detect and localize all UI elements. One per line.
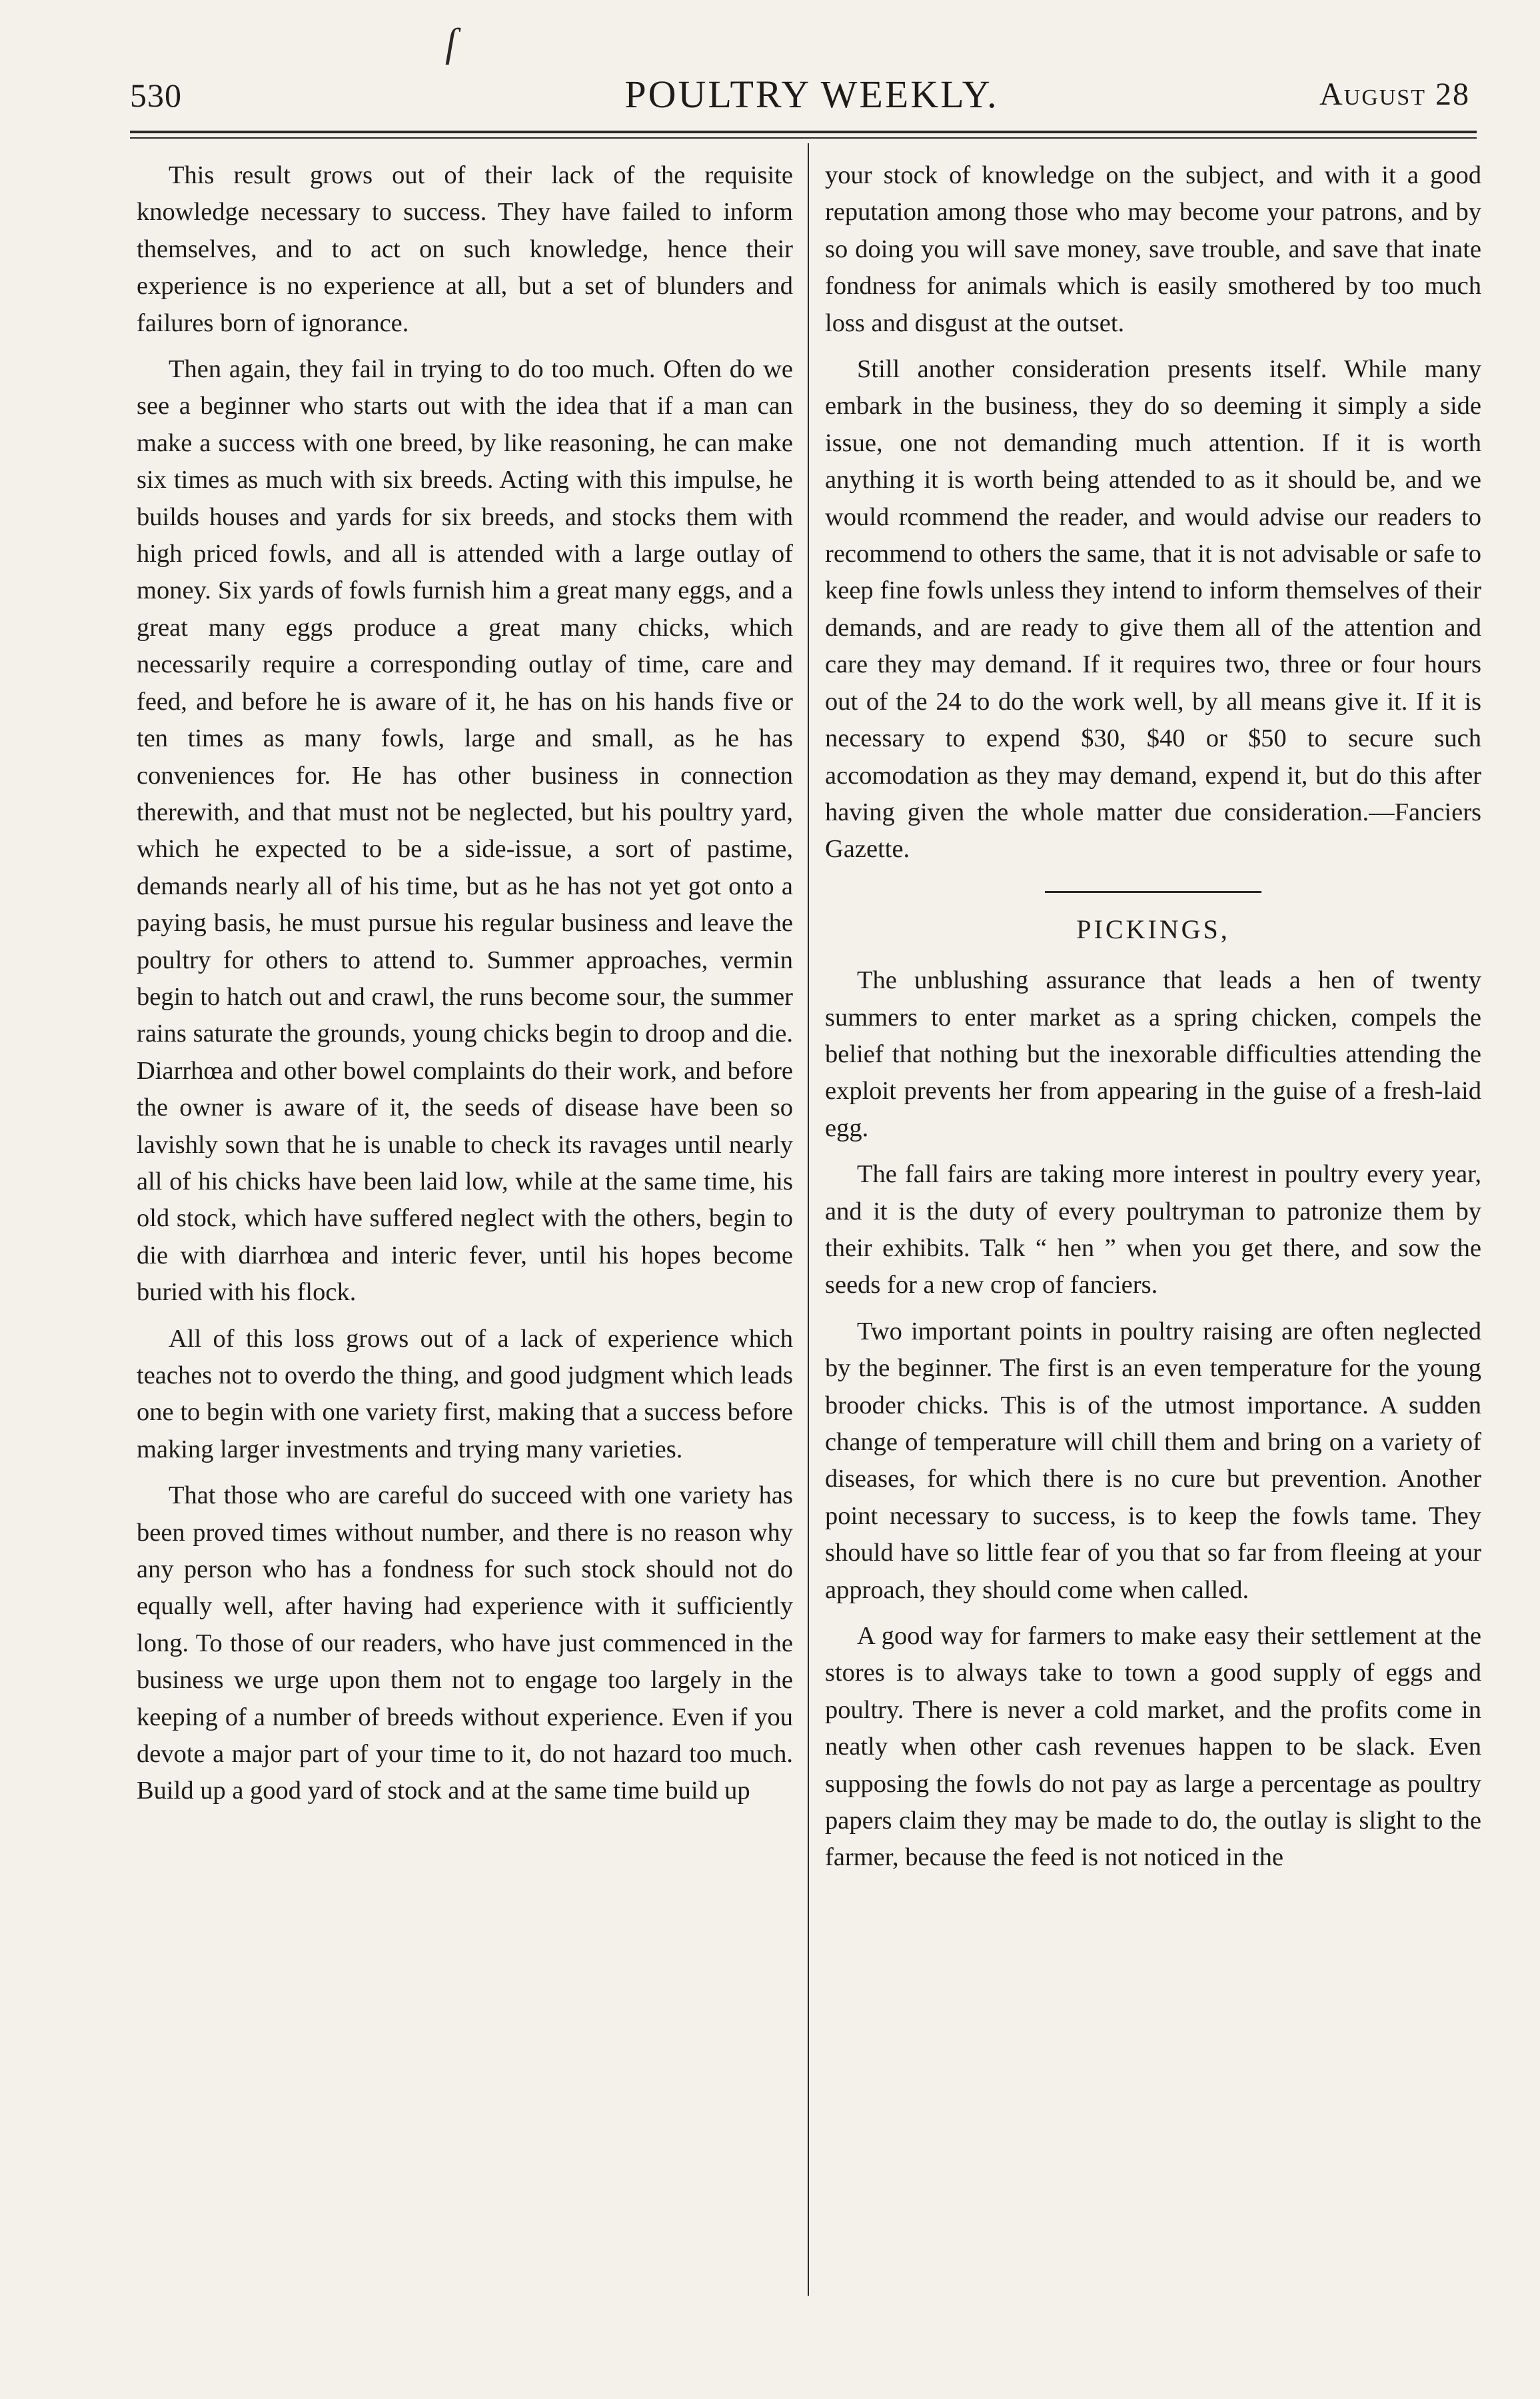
paragraph: Then again, they fail in trying to do too much. Often do we see a beginner who starts out with the idea that if a man can make a success with one breed, by like reasoning, he can make six times as much with six breeds. Acting with this impulse, he builds houses and yards for six breeds, and stocks them with high priced fowls, and all is attended with a large outlay of money. Six yards of fowls furnish him a great many eggs, and a great many eggs produce a great many chicks, which necessarily require a corresponding outlay of time, care and feed, and before he is aware of it, he has on his hands five or ten times as many fowls, large and small, as he has conveniences for. He has other business in connection therewith, and that must not be neglected, but his poultry yard, which he expected to be a side-issue, a sort of pastime, demands nearly all of his time, but as he has not yet got onto a paying basis, he must pursue his regular business and leave the poultry for others to attend to. Summer approaches, vermin begin to hatch out and crawl, the runs become sour, the summer rains saturate the grounds, young chicks begin to droop and die. Diarrhœa and other bowel complaints do their work, and before the owner is aware of it, the seeds of disease have been so lavishly sown that he is unable to check its ravages until nearly all of his chicks have been laid low, while at the same time, his old stock, which have suffered neglect with the others, begin to die with diarrhœa and interic fever, until his hopes become buried with his flock. [137, 355, 793, 1307]
right-column [825, 157, 1481, 1886]
running-header [130, 72, 1493, 125]
paragraph: This result grows out of their lack of the requisite knowledge necessary to success. They have failed to inform themselves, and to act on such knowledge, hence their experience is no experience at all, but a set of blunders and failures born of ignorance. [137, 161, 793, 337]
paragraph: Still another consideration presents itself. While many embark in the business, they do so deeming it simply a side issue, one not demanding much attention. If it is worth anything it is worth being attended to as it should be, and we would rcommend the reader, and would advise our readers to recommend to others the same, that it is not advisable or safe to keep fine fowls unless they intend to inform themselves of their demands, and are ready to give them all of the attention and care they may demand. If it requires two, three or four hours out of the 24 to do the work well, by all means give it. If it is necessary to expend $30, $40 or $50 to secure such accomodation as they may demand, expend it, but do this after having given the whole matter due consideration.—Fanciers Gazette. [825, 355, 1481, 864]
paragraph: The unblushing assurance that leads a hen of twenty summers to enter market as a spring chicken, compels the belief that nothing but the inexorable difficulties attending the exploit prevents her from appearing in the guise of a fresh-laid egg. [825, 966, 1481, 1142]
page-number: 530 [130, 77, 182, 114]
header-rule-thick [130, 131, 1477, 133]
publication-title: POULTRY WEEKLY. [624, 73, 999, 116]
section-heading: PICKINGS, [825, 891, 1481, 948]
issue-date: August 28 [1319, 77, 1470, 112]
paragraph: Two important points in poultry raising are often neglected by the beginner. The first is an even temperature for the young brooder chicks. This is of the utmost importance. A sudden change of temperature will chill them and bring on a variety of diseases, for which there is no cure but prevention. Another point necessary to success, is to keep the fowls tame. They should have so little fear of you that so far from fleeing at your approach, they should come when called. [825, 1317, 1481, 1604]
left-column [137, 157, 793, 1819]
paragraph: All of this loss grows out of a lack of experience which teaches not to overdo the thing, and good judgment which leads one to begin with one variety first, making that a success before making larger investments and trying many varieties. [137, 1324, 793, 1463]
paragraph: The fall fairs are taking more interest in poultry every year, and it is the duty of every poultryman to patronize them by their exhibits. Talk “ hen ” when you get there, and sow the seeds for a new crop of fanciers. [825, 1160, 1481, 1299]
header-rule-thin [130, 137, 1477, 139]
paragraph: That those who are careful do succeed with one variety has been proved times without number, and there is no reason why any person who has a fondness for such stock should not do equally well, after having had experience with it sufficiently long. To those of our readers, who have just commenced in the business we urge upon them not to engage too largely in the keeping of a number of breeds without experience. Even if you devote a major part of your time to it, do not hazard too much. Build up a good yard of stock and at the same time build up [137, 1481, 793, 1805]
column-divider [808, 143, 809, 2296]
paragraph: A good way for farmers to make easy their settlement at the stores is to always take to town a good supply of eggs and poultry. There is never a cold market, and the profits come in neatly when other cash revenues happen to be slack. Even supposing the fowls do not pay as large a percentage as poultry papers claim they may be made to do, the outlay is slight to the farmer, because the feed is not noticed in the [825, 1622, 1481, 1872]
paragraph: your stock of knowledge on the subject, and with it a good reputation among those who may become your patrons, and by so doing you will save money, save trouble, and save that inate fondness for animals which is easily smothered by too much loss and disgust at the outset. [825, 161, 1481, 337]
stray-mark: ſ [445, 21, 456, 65]
